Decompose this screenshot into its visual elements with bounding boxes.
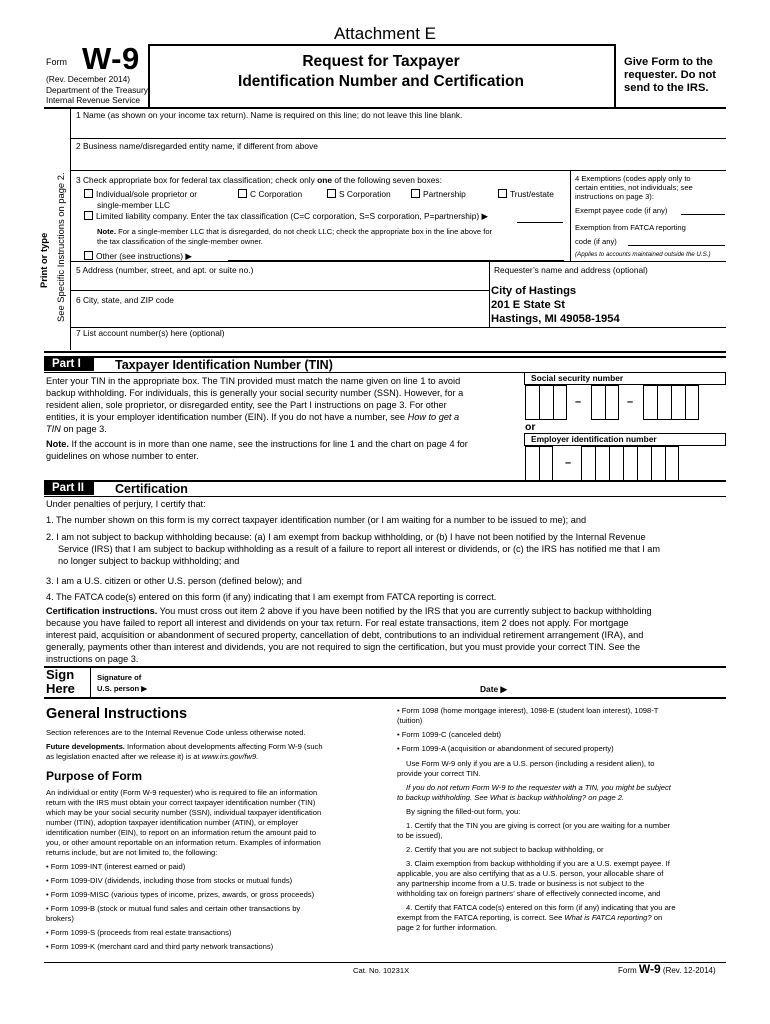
signing-item4-line3: page 2 for further information. — [397, 923, 498, 932]
cert-instructions-line5: instructions on page 3. — [46, 654, 139, 664]
ssn-dash-2: – — [627, 396, 634, 408]
individual-label-line2: single-member LLC — [97, 200, 171, 210]
irs-w9-link[interactable]: www.irs.gov/fw9. — [201, 752, 259, 761]
llc-note-label: Note. — [97, 227, 116, 236]
signing-item3-line2: applicable, you are also certifying that as a U.S. person, your allocable share of — [397, 869, 664, 878]
list-item: • Form 1099-S (proceeds from real estate transactions) — [46, 928, 231, 937]
part1-title: Taxpayer Identification Number (TIN) — [115, 358, 333, 372]
checkbox-individual-box[interactable] — [84, 189, 93, 198]
cert-item-2-line2: Service (IRS) that I am subject to backup withholding as a result of a failure to report all interest or dividends, or (c) the IRS has notified me that I am — [58, 544, 661, 554]
footer-form — [618, 962, 716, 976]
cert-instructions-line1: You must cross out item 2 above if you have been notified by the IRS that you are currently subject to backup withholding — [157, 606, 652, 616]
or-label: or — [525, 421, 536, 433]
list-item: • Form 1098 (home mortgage interest), 1098-E (student loan interest), 1098-T — [397, 706, 658, 715]
list-item: • Form 1099-DIV (dividends, including those from stocks or mutual funds) — [46, 876, 292, 885]
fatca-field[interactable] — [628, 245, 725, 246]
part1-para-line5b: on page 3. — [60, 424, 107, 434]
give-form-line2: requester. Do not — [624, 69, 717, 81]
date-label: Date ▶ — [480, 684, 507, 694]
trust-label: Trust/estate — [510, 189, 554, 199]
use-form-line2: provide your correct TIN. — [397, 769, 481, 778]
ssn-label: Social security number — [531, 373, 624, 383]
ssn-digit[interactable] — [643, 385, 657, 420]
part2-title: Certification — [115, 482, 188, 496]
signature-label-line2: U.S. person ▶ — [97, 684, 148, 693]
form-revision: (Rev. December 2014) — [46, 74, 131, 84]
signing-intro: By signing the filled-out form, you: — [406, 807, 521, 816]
checkbox-partnership-box[interactable] — [411, 189, 420, 198]
sign-top-rule — [44, 666, 726, 668]
ein-digit[interactable] — [665, 446, 679, 481]
requester-label: Requester’s name and address (optional) — [494, 265, 648, 275]
part1-note-line2: guidelines on whose number to enter. — [46, 451, 199, 461]
s-corp-label: S Corporation — [339, 189, 391, 199]
ein-digit[interactable] — [609, 446, 623, 481]
line4-rule — [70, 261, 726, 262]
form-title-line1: Request for Taxpayer — [302, 53, 460, 70]
part2-title-rule — [44, 496, 726, 497]
cert-item-3: 3. I am a U.S. citizen or other U.S. person (defined below); and — [46, 576, 302, 586]
exempt-payee-label: Exempt payee code (if any) — [575, 206, 668, 215]
ein-digit[interactable] — [595, 446, 609, 481]
agency: Internal Revenue Service — [46, 95, 141, 105]
c-corp-label: C Corporation — [250, 189, 303, 199]
requester-city: Hastings, MI 49058-1954 — [491, 313, 620, 325]
ssn-digit[interactable] — [539, 385, 553, 420]
not-return-line2: to backup withholding. See What is backup withholding? on page 2. — [397, 793, 625, 802]
checkbox-llc-box[interactable] — [84, 211, 93, 220]
ein-field[interactable] — [525, 446, 725, 481]
part1-para-line5 — [46, 424, 107, 436]
line3-suffix: of the following seven boxes: — [332, 175, 442, 185]
side-instructions — [38, 90, 49, 310]
catalog-number: Cat. No. 10231X — [353, 966, 410, 975]
line1-rule — [70, 138, 726, 139]
line2-label: 2 Business name/disregarded entity name, if different from above — [76, 141, 318, 151]
give-form-line1: Give Form to the — [624, 56, 713, 68]
cert-item-2-line3: no longer subject to backup withholding; and — [58, 556, 240, 566]
footer-rev: (Rev. 12-2014) — [662, 966, 716, 975]
part1-para-line1: Enter your TIN in the appropriate box. The TIN provided must match the name given on line 1 to avoid — [46, 376, 461, 386]
list-item: • Form 1099-B (stock or mutual fund sales and certain other transactions by — [46, 904, 300, 913]
checkbox-partnership[interactable] — [411, 189, 466, 200]
applies-note: (Applies to accounts maintained outside the U.S.) — [575, 251, 711, 258]
purpose-line5: identification number (EIN), to report on an information return the amount paid to — [46, 828, 317, 837]
cert-item-4: 4. The FATCA code(s) entered on this form (if any) indicating that I am exempt from FATCA reporting is correct. — [46, 592, 497, 602]
exempt-payee-field[interactable] — [681, 214, 725, 215]
tin-italic: TIN — [46, 424, 61, 434]
signing-item3-line3: any partnership income from a U.S. trade or business is not subject to the — [397, 879, 645, 888]
account-numbers-field[interactable] — [72, 339, 726, 351]
fatca-label-line2: code (if any) — [575, 237, 617, 246]
part1-para-line2: backup withholding. For individuals, this is generally your social security number (SSN). However, for a — [46, 388, 464, 398]
side-column-rule — [70, 108, 71, 350]
ssn-field[interactable] — [525, 385, 725, 420]
future-developments-label: Future developments. — [46, 742, 125, 751]
signature-field[interactable] — [160, 669, 470, 695]
signing-item4-line2c: on — [651, 913, 663, 922]
line3-label — [76, 175, 442, 186]
purpose-line3: which may be your social security number (SSN), individual taxpayer identification — [46, 808, 322, 817]
other-label: Other (see instructions) ▶ — [96, 251, 192, 261]
cert-instructions-line3: interest paid, acquisition or abandonment of secured property, cancellation of debt, contributions to an individual retirement arrangement (IRA), and — [46, 630, 644, 640]
how-to-get-tin-link[interactable]: How to get a — [407, 412, 460, 422]
llc-label: Limited liability company. Enter the tax classification (C=C corporation, S=S corporation, P=partnership) ▶ — [96, 211, 488, 221]
signing-item4-line2 — [397, 913, 662, 922]
header-bottom-rule — [44, 107, 726, 109]
ein-digit[interactable] — [637, 446, 651, 481]
signing-item3-line1: 3. Claim exemption from backup withholding if you are a U.S. exempt payee. If — [406, 859, 670, 868]
part1-note-label: Note. — [46, 439, 69, 449]
form-title-line2: Identification Number and Certification — [238, 73, 524, 90]
cert-instructions-label: Certification instructions. — [46, 606, 158, 616]
department: Department of the Treasury — [46, 85, 148, 95]
here-label: Here — [46, 681, 75, 696]
sign-divider — [90, 667, 91, 697]
cert-item-2-line1: 2. I am not subject to backup withholding because: (a) I am exempt from backup withholding, or (b) I have not been notified by the Internal Revenue — [46, 532, 646, 542]
ein-label: Employer identification number — [531, 434, 657, 444]
city-state-zip-field[interactable] — [72, 306, 486, 324]
partnership-label: Partnership — [423, 189, 466, 199]
purpose-line4: number (ITIN), adoption taxpayer identification number (ATIN), or employer — [46, 818, 299, 827]
list-item: • Form 1099-INT (interest earned or paid) — [46, 862, 185, 871]
part1-note-line1: If the account is in more than one name, see the instructions for line 1 and the chart on page 4 for — [68, 439, 468, 449]
ssn-digit[interactable] — [671, 385, 685, 420]
ssn-digit[interactable] — [657, 385, 671, 420]
part1-para-line4 — [46, 412, 459, 424]
address-field[interactable] — [72, 276, 486, 290]
list-item-cont: (tuition) — [397, 716, 423, 725]
part1-note — [46, 439, 468, 451]
signing-item4-line1: 4. Certify that FATCA code(s) entered on this form (if any) indicating that you are — [406, 903, 676, 912]
part2-tag: Part II — [44, 481, 94, 495]
print-or-type: Print or type — [38, 232, 49, 288]
line1-label: 1 Name (as shown on your income tax return). Name is required on this line; do not leave this line blank. — [76, 110, 463, 120]
checkbox-llc[interactable] — [84, 211, 488, 222]
signing-item3-line4: withholding tax on foreign partners’ share of effectively connected income, and — [397, 889, 661, 898]
signature-label-line1: Signature of — [97, 673, 142, 682]
exemptions-divider — [570, 170, 571, 261]
sign-label: Sign — [46, 667, 75, 682]
general-instructions-heading: General Instructions — [46, 706, 188, 722]
header-divider-right — [614, 44, 616, 107]
signing-item1-line1: 1. Certify that the TIN you are giving is correct (or you are waiting for a number — [406, 821, 671, 830]
line5-label: 5 Address (number, street, and apt. or suite no.) — [76, 265, 254, 275]
cert-intro: Under penalties of perjury, I certify that: — [46, 499, 206, 509]
checkbox-c-corp[interactable] — [238, 189, 302, 200]
purpose-line1: An individual or entity (Form W-9 requester) who is required to file an information — [46, 788, 318, 797]
checkbox-other-box[interactable] — [84, 251, 93, 260]
signing-item4-line2a: exempt from the FATCA reporting, is correct. See — [397, 913, 565, 922]
ssn-digit[interactable] — [591, 385, 605, 420]
ein-digit[interactable] — [623, 446, 637, 481]
individual-label: Individual/sole proprietor or — [96, 189, 198, 199]
checkbox-trust-box[interactable] — [498, 189, 507, 198]
purpose-heading: Purpose of Form — [46, 769, 143, 783]
name-field[interactable] — [72, 121, 726, 137]
list-item: • Form 1099-MISC (various types of income, prizes, awards, or gross proceeds) — [46, 890, 314, 899]
line3-prefix: 3 Check appropriate box for federal tax classification; check only — [76, 175, 318, 185]
future-developments-line2 — [46, 752, 258, 761]
header-top-rule — [148, 44, 614, 46]
exemptions-title-line3: instructions on page 3): — [575, 192, 654, 201]
business-name-field[interactable] — [72, 152, 726, 168]
ein-digit[interactable] — [525, 446, 539, 481]
list-item-cont: brokers) — [46, 914, 74, 923]
cert-instructions-line4: generally, payments other than interest and dividends, you are not required to sign the certification, but you must provide your correct TIN. See the — [46, 642, 641, 652]
line5-rule — [70, 290, 489, 291]
exemptions-title-line2: certain entities, not individuals; see — [575, 183, 693, 192]
ssn-digit[interactable] — [525, 385, 539, 420]
ssn-dash-1: – — [575, 396, 582, 408]
checkbox-s-corp-box[interactable] — [327, 189, 336, 198]
footer-form-label: Form — [618, 966, 637, 975]
requester-name: City of Hastings — [491, 285, 577, 297]
list-item: • Form 1099-K (merchant card and third party network transactions) — [46, 942, 273, 951]
purpose-line6: you, or other amount reportable on an information return. Examples of information — [46, 838, 321, 847]
line6-label: 6 City, state, and ZIP code — [76, 295, 174, 305]
section-bottom-rule — [44, 351, 726, 353]
part1-para-line4a: entities, it is your employer identification number (EIN). If you do not have a number, see — [46, 412, 408, 422]
ein-digit[interactable] — [581, 446, 595, 481]
exemptions-title-line1: 4 Exemptions (codes apply only to — [575, 174, 691, 183]
signing-item2: 2. Certify that you are not subject to backup withholding, or — [406, 845, 604, 854]
checkbox-other[interactable] — [84, 251, 192, 262]
future-developments — [46, 742, 323, 751]
list-item: • Form 1099-A (acquisition or abandonment of secured property) — [397, 744, 614, 753]
side-see-specific: See Specific Instructions on page 2. — [55, 172, 66, 322]
requester-street: 201 E State St — [491, 299, 565, 311]
general-p1: Section references are to the Internal Revenue Code unless otherwise noted. — [46, 728, 306, 737]
form-label: Form — [46, 57, 67, 67]
fatca-label-line1: Exemption from FATCA reporting — [575, 223, 686, 232]
cert-item-1: 1. The number shown on this form is my correct taxpayer identification number (or I am waiting for a number to be issued to me); and — [46, 515, 587, 525]
cert-instructions — [46, 606, 652, 618]
line7-label: 7 List account number(s) here (optional) — [76, 328, 225, 338]
checkbox-trust[interactable] — [498, 189, 554, 200]
part1-para-line3: resident alien, sole proprietor, or disregarded entity, see the Part I instructions on page 3. For other — [46, 400, 447, 410]
sign-bottom-rule — [44, 697, 726, 699]
purpose-line7: returns include, but are not limited to, the following: — [46, 848, 218, 857]
not-return-line1: If you do not return Form W-9 to the requester with a TIN, you might be subject — [406, 783, 671, 792]
checkbox-s-corp[interactable] — [327, 189, 391, 200]
purpose-line2: return with the IRS must obtain your correct taxpayer identification number (TIN) — [46, 798, 316, 807]
signing-item1-line2: to be issued), — [397, 831, 443, 840]
ssn-digit[interactable] — [553, 385, 567, 420]
future-developments-line1: Information about developments affecting Form W-9 (such — [124, 742, 323, 751]
ein-digit[interactable] — [651, 446, 665, 481]
line3-one: one — [317, 175, 333, 185]
date-field[interactable] — [512, 669, 722, 695]
checkbox-c-corp-box[interactable] — [238, 189, 247, 198]
llc-note-text: For a single-member LLC that is disregarded, do not check LLC; check the appropriate box in the line above for — [115, 227, 493, 236]
attachment-label: Attachment E — [333, 24, 437, 43]
fatca-reporting-link[interactable]: What is FATCA reporting? — [564, 913, 652, 922]
part1-tag: Part I — [44, 357, 94, 371]
give-form-line3: send to the IRS. — [624, 82, 709, 94]
llc-note-line2: the tax classification of the single-member owner. — [97, 237, 263, 246]
llc-note — [97, 227, 492, 236]
cert-instructions-line2: because you have failed to report all interest and dividends on your tax return. For real estate transactions, item 2 does not apply. For mortgage — [46, 618, 629, 628]
ein-digit[interactable] — [539, 446, 553, 481]
ssn-digit[interactable] — [685, 385, 699, 420]
requester-divider — [489, 261, 490, 327]
future-developments-line2a: as legislation enacted after we release it) is at — [46, 752, 202, 761]
checkbox-individual[interactable] — [84, 189, 197, 200]
line2-rule — [70, 170, 726, 171]
list-item: • Form 1099-C (canceled debt) — [397, 730, 501, 739]
footer-w9: W-9 — [638, 962, 661, 976]
ein-dash: – — [565, 457, 572, 469]
use-form-line1: Use Form W-9 only if you are a U.S. person (including a resident alien), to — [406, 759, 655, 768]
llc-class-field[interactable] — [517, 222, 563, 223]
ssn-digit[interactable] — [605, 385, 619, 420]
form-number: W-9 — [82, 41, 140, 76]
